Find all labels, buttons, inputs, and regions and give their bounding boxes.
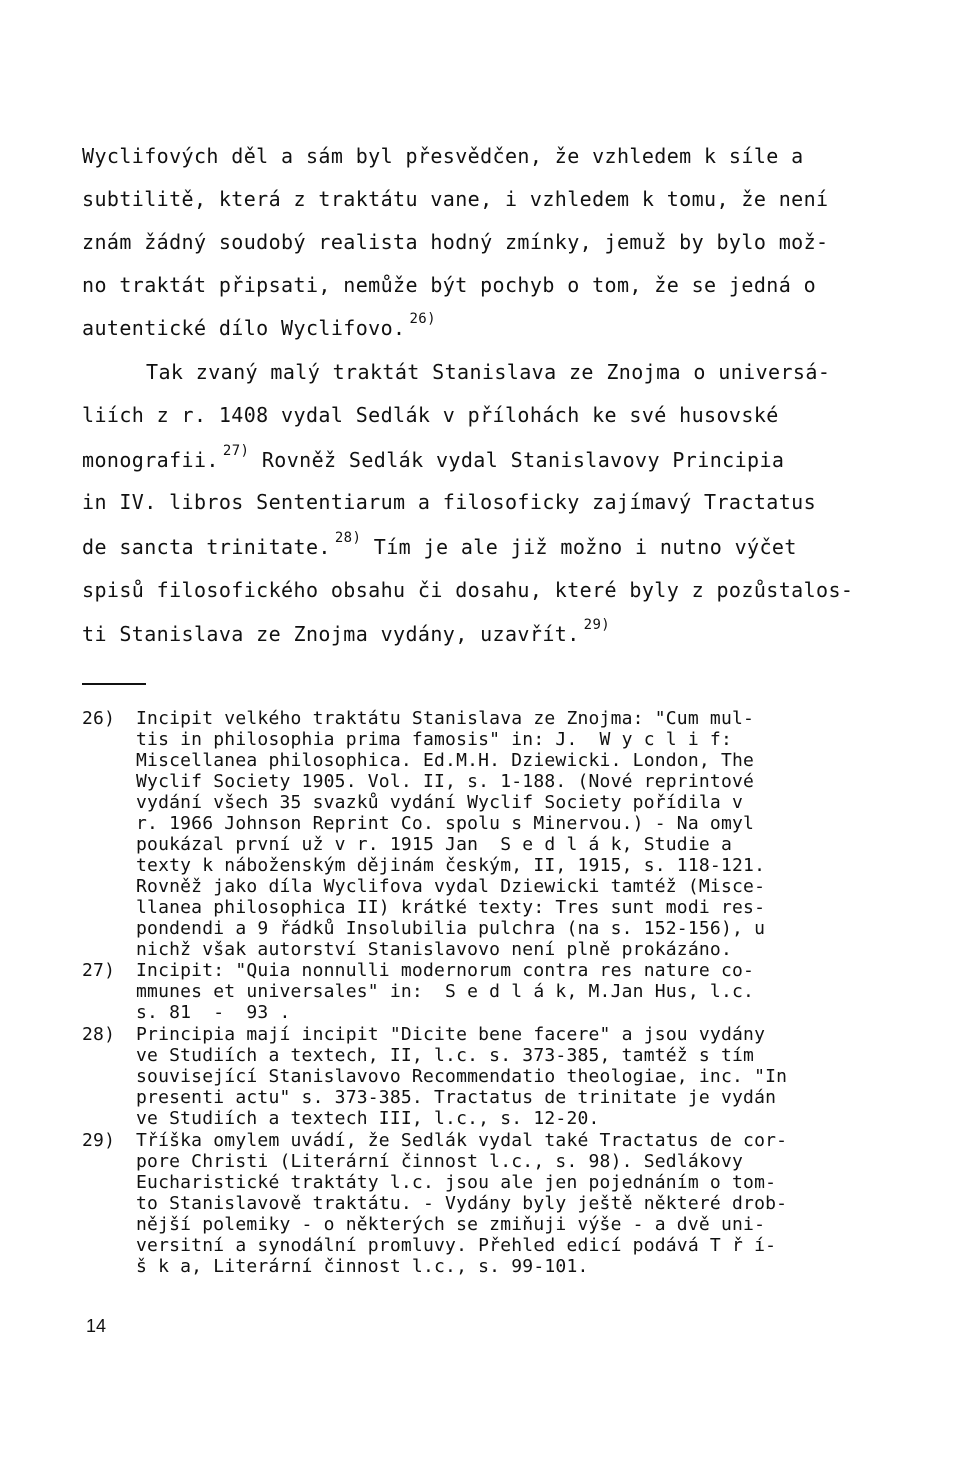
body-line [82,617,882,646]
footnote-number: 29) [82,1130,116,1151]
footnote-number: 27) [82,960,116,981]
footnote-line: texty k náboženským dějinám českým, II, 1915, s. 118-121. [136,855,766,876]
body-text: de sancta trinitate. [82,535,331,559]
footnote-line: pondendi a 9 řádků Insolubilia pulchra (na s. 152-156), u [136,918,766,939]
body-text: Rovněž Sedlák vydal Stanislavovy Principia [261,448,785,472]
footnote-line: r. 1966 Johnson Reprint Co. spolu s Minervou.) - Na omyl [136,813,755,834]
footnote-line: š k a, Literární činnost l.c., s. 99-101. [136,1256,589,1277]
footnote-text: Tříška omylem uvádí, že Sedlák vydal také Tractatus de cor- [136,1130,788,1151]
footnote-line: Miscellanea philosophica. Ed.M.H. Dziewicki. London, The [136,750,755,771]
body-line: spisů filosofického obsahu či dosahu, které byly z pozůstalos- [82,578,854,602]
body-line [82,443,882,472]
footnote-line: vydání všech 35 svazků vydání Wyclif Society pořídila v [136,792,744,813]
footnote-26 [82,708,882,729]
body-line: Wyclifových děl a sám byl přesvědčen, že vzhledem k síle a [82,144,804,168]
footnote-text: Principia mají incipit "Dicite bene facere" a jsou vydány [136,1024,766,1045]
footnote-line: Rovněž jako díla Wyclifova vydal Dziewicki tamtéž (Misce- [136,876,766,897]
footnote-line: mmunes et universales" in: S e d l á k, M.Jan Hus, l.c. [136,981,755,1002]
body-line: znám žádný soudobý realista hodný zmínky, jemuž by bylo mož- [82,230,829,254]
footnote-line: nichž však autorství Stanislavovo není plně prokázáno. [136,939,732,960]
footnote-separator [82,683,146,685]
footnote-line: ve Studiích a textech, II, l.c. s. 373-385, tamtéž s tím [136,1045,755,1066]
footnote-line: s. 81 - 93 . [136,1002,291,1023]
footnote-line: tis in philosophia prima famosis" in: J. W y c l i f: [136,729,732,750]
footnote-text: Incipit velkého traktátu Stanislava ze Znojma: "Cum mul- [136,708,755,729]
body-line: in IV. libros Sententiarum a filosoficky zajímavý Tractatus [82,490,817,514]
footnote-line: presenti actu" s. 373-385. Tractatus de trinitate je vydán [136,1087,777,1108]
body-line: Tak zvaný malý traktát Stanislava ze Znojma o universá- [146,360,831,384]
footnote-line: Wyclif Society 1905. Vol. II, s. 1-188. (Nové reprintové [136,771,755,792]
page-number: 14 [86,1316,107,1336]
body-text: autentické dílo Wyclifovo. [82,316,406,340]
footnote-line: llanea philosophica II) krátké texty: Tres sunt modi res- [136,897,766,918]
footnote-line: versitní a synodální promluvy. Přehled edicí podává T ř í- [136,1235,777,1256]
footnote-line: poukázal první už v r. 1915 Jan S e d l á k, Studie a [136,834,732,855]
body-line: liích z r. 1408 vydal Sedlák v přílohách ke své husovské [82,403,779,427]
footnote-27 [82,960,882,981]
body-line [82,530,882,559]
footnote-text: Incipit: "Quia nonnulli modernorum contra res nature co- [136,960,755,981]
footnote-ref: 28) [334,530,362,546]
footnote-line: to Stanislavově traktátu. - Vydány byly ještě některé drob- [136,1193,788,1214]
footnote-line: související Stanislavovo Recommendatio theologiae, inc. "In [136,1066,788,1087]
body-line: subtilitě, která z traktátu vane, i vzhledem k tomu, že není [82,187,829,211]
footnote-line: nější polemiky - o některých se zmiňuji výše - a dvě uni- [136,1214,766,1235]
body-line: no traktát připsati, nemůže být pochyb o tom, že se jedná o [82,273,817,297]
footnote-line: pore Christi (Literární činnost l.c., s. 98). Sedlákovy [136,1151,744,1172]
body-line [82,311,882,340]
footnote-number: 26) [82,708,116,729]
footnote-number: 28) [82,1024,116,1045]
footnote-28 [82,1024,882,1045]
footnote-line: ve Studiích a textech III, l.c., s. 12-20. [136,1108,600,1129]
footnote-line: Eucharistické traktáty l.c. jsou ale jen pojednáním o tom- [136,1172,777,1193]
footnote-29 [82,1130,882,1151]
footnote-ref: 29) [583,617,611,633]
body-text: monografii. [82,448,219,472]
footnote-ref: 26) [409,311,436,327]
body-text: ti Stanislava ze Znojma vydány, uzavřít. [82,622,580,646]
body-text: Tím je ale již možno i nutno výčet [373,535,797,559]
footnote-ref: 27) [222,443,250,459]
